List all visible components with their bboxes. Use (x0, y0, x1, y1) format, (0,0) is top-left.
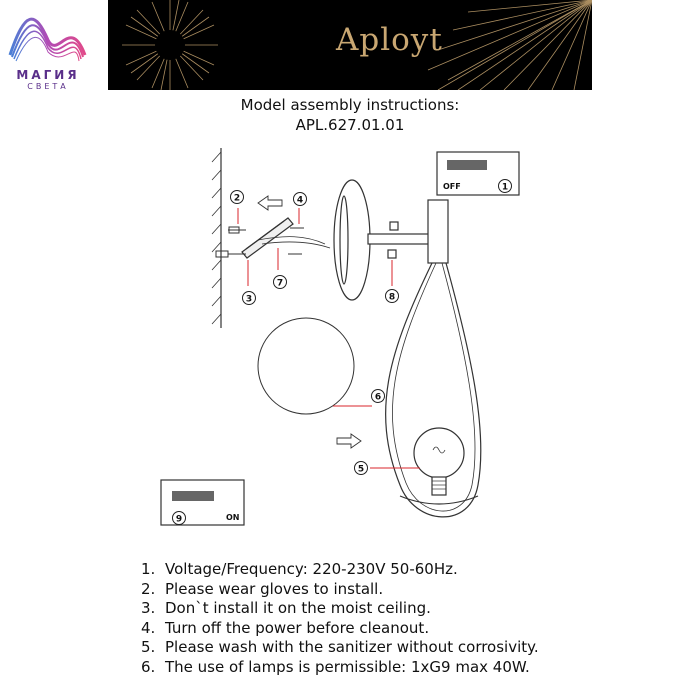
instruction-item: 2. Please wear gloves to install. (141, 579, 384, 598)
logo-name: МАГИЯ (16, 68, 80, 82)
hollow-arrow-right (337, 434, 361, 448)
brand-name: Aployt (336, 22, 443, 58)
magia-sveta-logo-icon (0, 0, 100, 70)
glass-globe (258, 318, 354, 414)
instruction-item: 4. Turn off the power before cleanout. (141, 618, 430, 637)
wall-hatching (212, 152, 221, 324)
callout-5: 5 (357, 464, 365, 475)
hollow-arrow-left (258, 196, 282, 210)
callout-6: 6 (374, 392, 382, 403)
callout-2: 2 (233, 193, 241, 204)
instruction-item: 3. Don`t install it on the moist ceiling. (141, 599, 431, 617)
terminal-block-off (447, 160, 487, 170)
logo-tagline: СВЕТА (27, 82, 69, 91)
callout-4: 4 (296, 195, 304, 206)
callout-7: 7 (276, 278, 284, 289)
callout-3: 3 (245, 294, 253, 305)
magia-sveta-logo (0, 0, 100, 100)
g9-bulb (414, 428, 464, 478)
instructions-list (141, 560, 539, 677)
instruction-item: 5. Please wash with the sanitizer without corrosivity. (141, 638, 539, 656)
assembly-diagram (0, 140, 700, 545)
nut-bottom (388, 250, 396, 258)
brand-banner (108, 0, 592, 90)
callout-1: 1 (501, 182, 509, 193)
callout-8: 8 (388, 292, 396, 303)
mounting-bracket (242, 218, 293, 258)
terminal-block-on (172, 491, 214, 501)
switch-off-label: OFF (443, 182, 461, 191)
nut-top (390, 222, 398, 230)
bulb-socket (432, 477, 446, 495)
model-number: APL.627.01.01 (295, 116, 405, 134)
instruction-item: 1. Voltage/Frequency: 220-230V 50-60Hz. (141, 560, 458, 578)
callout-9: 9 (175, 514, 183, 525)
switch-on-label: ON (226, 513, 240, 522)
instructions-title: Model assembly instructions: (240, 96, 460, 114)
lamp-arm (368, 234, 430, 244)
instruction-item: 6. The use of lamps is permissible: 1xG9 max 40W. (141, 657, 530, 676)
arm-holder (428, 200, 448, 263)
